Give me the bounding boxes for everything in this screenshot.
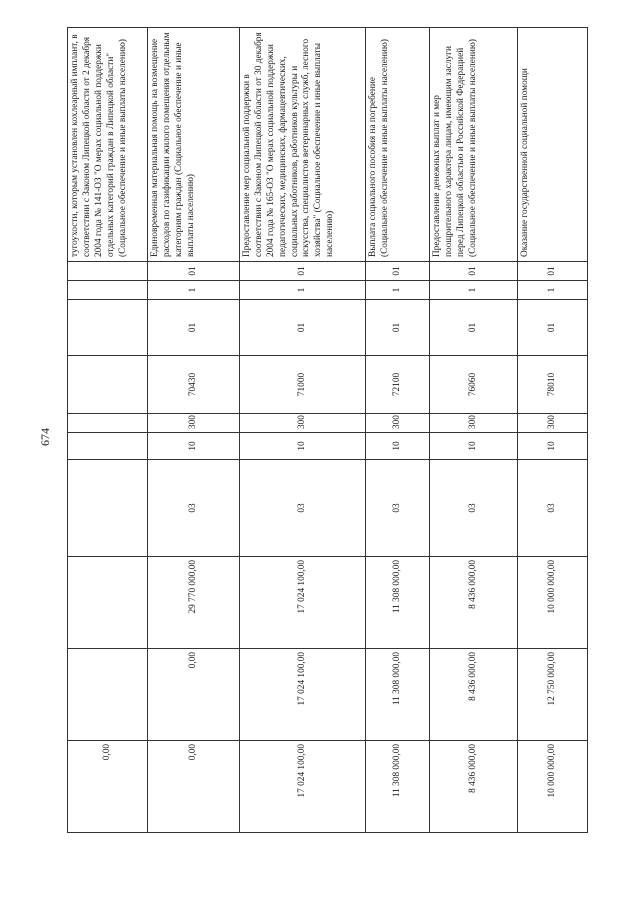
code-direction: 72100 [366,356,430,414]
code-subsection: 03 [148,460,240,557]
table-row-burial [366,28,430,833]
code-subsection [68,460,148,557]
code-main-event: 01 [148,300,240,356]
code-program: 01 [518,262,588,281]
code-program [68,262,148,281]
value-year2: 0,00 [148,649,240,741]
value-year1: 11 308 000,00 [366,557,430,649]
value-year3: 0,00 [148,741,240,833]
budget-table [67,27,588,833]
code-expense-type [68,414,148,433]
code-direction: 76060 [430,356,518,414]
code-expense-type: 300 [430,414,518,433]
code-main-event: 01 [366,300,430,356]
table-row-social-help [518,28,588,833]
row-description: Оказание государственной социальной помощи [518,28,588,262]
code-direction: 71000 [240,356,366,414]
code-program: 01 [240,262,366,281]
value-year1 [68,557,148,649]
code-main-event [68,300,148,356]
code-section [68,433,148,460]
code-subsection: 03 [518,460,588,557]
value-year1: 8 436 000,00 [430,557,518,649]
code-subsection: 03 [366,460,430,557]
row-description: тугоухости, которым установлен кохлеарный имплант, в соответствии с Законом Липецкой области от 2 декабря 2004 года № 141-ОЗ "О мерах социальной поддержки отдельных категорий граждан в Липецкой области" (Социальное обеспечение и иные выплаты населению) [68,28,148,262]
code-expense-type: 300 [240,414,366,433]
code-expense-type: 300 [148,414,240,433]
row-description: Предоставление мер социальной поддержки в соответствии с Законом Липецкой области от 30 декабря 2004 года № 165-ОЗ "О мерах социальной поддержки педагогических, медицинских, фармацевтических, социальных работников, работников культуры и искусства, специалистов ветеринарных служб, лесного хозяйства" (Социальное обеспечение и иные выплаты населению) [240,28,366,262]
code-main-event: 01 [240,300,366,356]
row-description: Предоставление денежных выплат и мер поощрительного характера лицам, имеющим заслуги перед Липецкой областью и Российской Федерацией (Социальное обеспечение и иные выплаты населению) [430,28,518,262]
value-year3: 17 024 100,00 [240,741,366,833]
code-main-event: 01 [430,300,518,356]
code-subsection: 03 [240,460,366,557]
code-program: 01 [430,262,518,281]
value-year2 [68,649,148,741]
value-year3: 0,00 [68,741,148,833]
code-direction [68,356,148,414]
code-subprogram: 1 [430,281,518,300]
value-year1: 29 770 000,00 [148,557,240,649]
code-subprogram: 1 [366,281,430,300]
value-year2: 11 308 000,00 [366,649,430,741]
code-subprogram: 1 [518,281,588,300]
table-row-cochlear [68,28,148,833]
value-year1: 10 000 000,00 [518,557,588,649]
value-year3: 10 000 000,00 [518,741,588,833]
code-section: 10 [430,433,518,460]
code-main-event: 01 [518,300,588,356]
row-description: Выплата социального пособия на погребение (Социальное обеспечение и иные выплаты населению) [366,28,430,262]
row-description: Единовременная материальная помощь на возмещение расходов по газификации жилого помещения отдельным категориям граждан (Социальное обеспечение и иные выплаты населению) [148,28,240,262]
code-expense-type: 300 [366,414,430,433]
code-direction: 70430 [148,356,240,414]
value-year2: 8 436 000,00 [430,649,518,741]
code-program: 01 [148,262,240,281]
code-section: 10 [148,433,240,460]
value-year1: 17 024 100,00 [240,557,366,649]
value-year2: 17 024 100,00 [240,649,366,741]
code-subprogram: 1 [148,281,240,300]
table-row-gasification [148,28,240,833]
code-direction: 78010 [518,356,588,414]
code-subsection: 03 [430,460,518,557]
code-section: 10 [366,433,430,460]
budget-table-rotated [67,28,587,833]
value-year3: 11 308 000,00 [366,741,430,833]
value-year3: 8 436 000,00 [430,741,518,833]
code-expense-type: 300 [518,414,588,433]
code-program: 01 [366,262,430,281]
code-section: 10 [240,433,366,460]
value-year2: 12 750 000,00 [518,649,588,741]
code-section: 10 [518,433,588,460]
code-subprogram: 1 [240,281,366,300]
table-row-specialists [240,28,366,833]
page-number: 674 [38,428,52,446]
table-row-merits [430,28,518,833]
code-subprogram [68,281,148,300]
